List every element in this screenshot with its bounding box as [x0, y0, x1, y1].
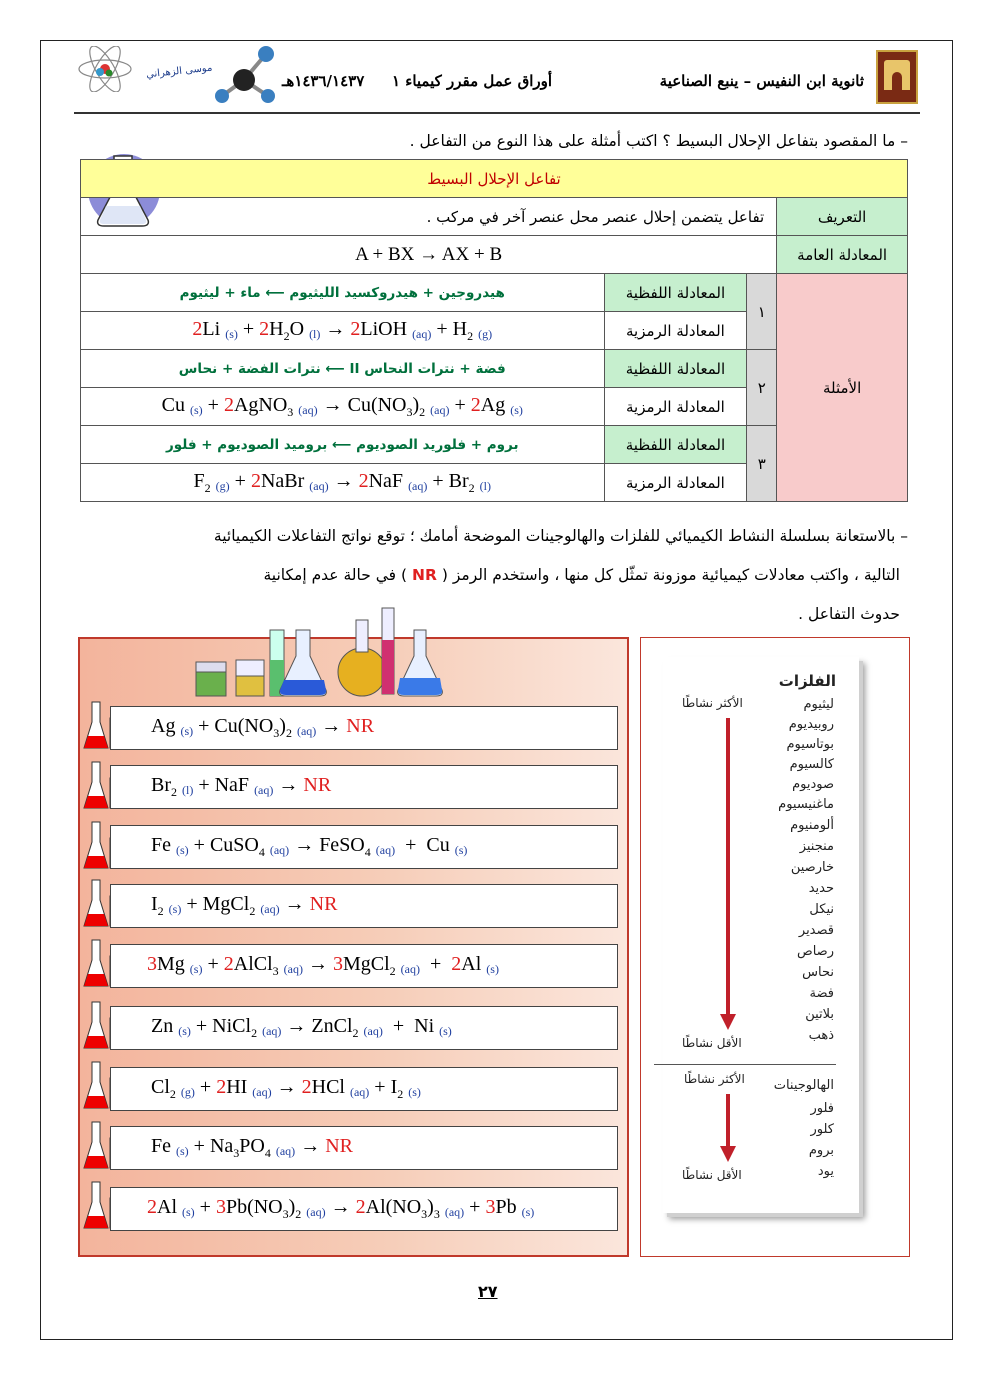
list-item: رصاص	[797, 944, 834, 959]
list-item: روبيديوم	[788, 717, 834, 732]
word-equation-2: فضة + نترات النحاس II ⟵ نترات الفضة + نحاس	[81, 350, 605, 388]
symbol-equation-2: Cu (s) + 2AgNO$_3$ $(aq) \to Cu(NO_3)_2$ (aq) + 2Ag (s)	[81, 388, 605, 426]
lab-glassware-icon	[192, 600, 448, 698]
halogens-list	[744, 1101, 834, 1185]
question-2-line-1: – بالاستعانة بسلسلة النشاط الكيميائي للفلزات والهالوجينات الموضحة أمامك ؛ توقع نواتج التفاعلات الكيميائية	[213, 527, 908, 545]
single-replacement-table	[80, 159, 908, 502]
school-year: ١٤٣٦/١٤٣٧هـ	[282, 72, 365, 90]
definition-text: تفاعل يتضمن إحلال عنصر محل عنصر آخر في مركب .	[81, 198, 777, 236]
example-number: ٢	[747, 350, 777, 426]
question-2-line-2	[263, 566, 900, 584]
equation-box-7: $Cl_2$ (g) + 2HI (aq) → 2HCl $(aq) + I_2$ (s)	[110, 1067, 618, 1111]
metals-arrow-head	[720, 1014, 736, 1030]
worksheet-title: أوراق عمل مقرر كيمياء ١	[392, 72, 553, 90]
atom-icon	[76, 46, 134, 92]
symbol-equation-label: المعادلة الرمزية	[604, 312, 747, 350]
equation-box-5: 3Mg (s) + 2AlCl$_3$ (aq) → 3MgCl$_2$ (aq) + 2Al (s)	[110, 944, 618, 988]
example-number: ١	[747, 274, 777, 350]
question-2-line-3: حدوث التفاعل .	[798, 605, 900, 623]
metals-arrow-shaft	[726, 718, 730, 1018]
page-header	[74, 44, 920, 112]
halogens-heading: الهالوجينات	[773, 1078, 834, 1093]
general-equation: A + BX → AX + B	[81, 236, 777, 274]
word-equation-1: هيدروجين + هيدروكسيد الليثيوم ⟵ ماء + ليثيوم	[81, 274, 605, 312]
word-equation-3: بروم + فلوريد الصوديوم ⟵ بروميد الصوديوم + فلور	[81, 426, 605, 464]
equation-box-9: 2Al $(s) + 3Pb(NO_3)_2$ $(aq) \to 2Al(NO_3)_3$ (aq) + 3Pb (s)	[110, 1187, 618, 1231]
list-item: بروم	[808, 1143, 834, 1158]
equation-box-8: Fe $(s) + Na_3PO_4$ (aq) → NR	[110, 1126, 618, 1170]
definition-label: التعريف	[777, 198, 908, 236]
teacher-name: موسى الزهراني	[145, 62, 213, 81]
list-item: ليثيوم	[803, 697, 834, 712]
word-equation-label: المعادلة اللفظية	[604, 274, 747, 312]
school-name: ثانوية ابن النفيس – ينبع الصناعية	[659, 72, 864, 90]
question-2-text-a: التالية ، واكتب معادلات كيميائية موزونة تمثّل كل منها ، واستخدم الرمز (	[441, 566, 900, 584]
series-divider	[654, 1064, 836, 1065]
list-item: بلاتين	[805, 1007, 834, 1022]
word-equation-label: المعادلة اللفظية	[604, 350, 747, 388]
list-item: بوتاسيوم	[786, 737, 834, 752]
metals-list	[744, 697, 834, 1049]
list-item: خارصين	[790, 860, 834, 875]
examples-label: الأمثلة	[777, 274, 908, 502]
symbol-equation-label: المعادلة الرمزية	[604, 464, 747, 502]
halogens-arrow-head	[720, 1146, 736, 1162]
equation-box-6: Zn (s) + NiCl$_2$ (aq) → ZnCl$_2$ (aq) + Ni (s)	[110, 1006, 618, 1050]
list-item: قصدير	[798, 923, 834, 938]
metals-most-active: الأكثر نشاطًا	[682, 696, 743, 710]
list-item: فلور	[810, 1101, 834, 1116]
list-item: صوديوم	[792, 777, 834, 792]
halogens-most-active: الأكثر نشاطًا	[684, 1072, 745, 1086]
school-logo	[876, 50, 918, 104]
list-item: نحاس	[802, 965, 834, 980]
question-1: – ما المقصود بتفاعل الإحلال البسيط ؟ اكتب أمثلة على هذا النوع من التفاعل .	[409, 132, 908, 150]
list-item: فضة	[809, 986, 834, 1001]
molecule-icon	[210, 44, 280, 106]
example-number: ٣	[747, 426, 777, 502]
word-equation-label: المعادلة اللفظية	[604, 426, 747, 464]
general-equation-label: المعادلة العامة	[777, 236, 908, 274]
metals-least-active: الأقل نشاطًا	[682, 1036, 742, 1050]
symbol-equation-1: 2Li $(s) + 2H_2O$ (l) → 2LiOH $(aq) + H_2$ (g)	[81, 312, 605, 350]
metals-heading: الفلزات	[778, 672, 836, 690]
page-number: ٢٧	[478, 1282, 498, 1301]
equation-box-3: Fe (s) + CuSO$_4$ (aq) → FeSO$_4$ (aq) + Cu (s)	[110, 825, 618, 869]
halogens-arrow-shaft	[726, 1094, 730, 1150]
header-divider	[74, 112, 920, 114]
list-item: كالسيوم	[789, 757, 834, 772]
symbol-equation-label: المعادلة الرمزية	[604, 388, 747, 426]
nr-symbol: NR	[412, 566, 437, 584]
list-item: يود	[817, 1164, 834, 1179]
halogens-least-active: الأقل نشاطًا	[682, 1168, 742, 1182]
list-item: نيكل	[809, 902, 834, 917]
list-item: حديد	[808, 881, 834, 896]
list-item: ألومنيوم	[790, 818, 834, 833]
table-title: تفاعل الإحلال البسيط	[81, 160, 908, 198]
question-2-text-b: ) في حالة عدم إمكانية	[263, 566, 408, 584]
symbol-equation-3: $F_2$ (g) + 2NaBr (aq) → 2NaF $(aq) + Br_2$ (l)	[81, 464, 605, 502]
equation-box-4: $I_2$ (s) + MgCl$_2$ (aq) → NR	[110, 884, 618, 928]
equation-box-1: Ag $(s) + Cu(NO_3)_2$ (aq) → NR	[110, 706, 618, 750]
list-item: كلور	[810, 1122, 834, 1137]
equation-box-2: $Br_2$ (l) + NaF (aq) → NR	[110, 765, 618, 809]
list-item: ماغنيسيوم	[778, 797, 834, 812]
list-item: منجنيز	[799, 839, 834, 854]
list-item: ذهب	[808, 1028, 834, 1043]
